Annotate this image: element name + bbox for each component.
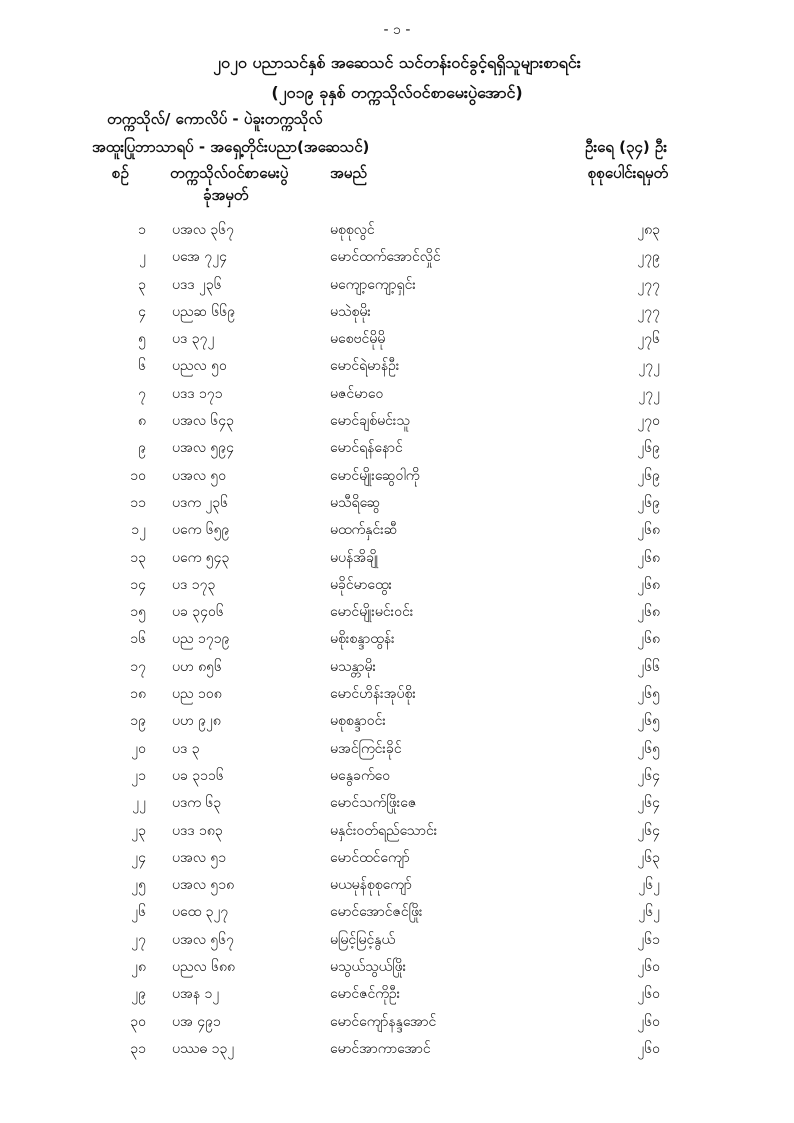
table-row: [0, 245, 794, 272]
row-number: ၃: [138, 276, 146, 293]
student-name: မောင်ထက်အောင်လှိုင်: [330, 249, 441, 266]
roll-number: ပဒက ၆၃: [172, 795, 222, 812]
student-name: မသန္တာမိုး: [330, 658, 377, 675]
student-name: မထက်နှင်းဆီ: [330, 522, 398, 539]
table-row: [0, 846, 794, 873]
document-subtitle: (၂၀၁၉ ခုနှစ် တက္ကသိုလ်ဝင်စာမေးပွဲအောင်): [271, 83, 523, 102]
roll-number: ပဟ ၈၅၆: [172, 658, 222, 675]
student-name: မသွယ်သွယ်ဖြိုး: [330, 959, 407, 976]
roll-number: ပအလ ၅၁၈: [172, 877, 235, 894]
row-number: ၃၁: [130, 1040, 146, 1057]
table-row: [0, 764, 794, 791]
roll-number: ပအေ ၇၂၄: [172, 249, 227, 266]
student-name: မမြင့်မြင့်နွယ်: [330, 931, 396, 948]
roll-number: ပဒဒ ၁၈၃: [172, 822, 223, 839]
student-name: မအင်ကြင်းခိုင်: [330, 740, 402, 757]
table-row: [0, 327, 794, 354]
table-row: [0, 600, 794, 627]
student-name: မသဲစုမိုး: [330, 303, 371, 320]
row-number: ၁၇: [130, 658, 146, 675]
table-row: [0, 491, 794, 518]
total-score: ၂၆၂: [638, 877, 660, 894]
table-row: [0, 464, 794, 491]
column-header-no: စဉ်: [112, 164, 129, 182]
roll-number: ပကေ ၆၅၉: [172, 522, 230, 539]
total-score: ၂၆၈: [637, 576, 660, 593]
table-row: [0, 300, 794, 327]
table-row: [0, 709, 794, 736]
table-row: [0, 1037, 794, 1064]
student-name: မောင်အောင်ဇင်ဖြိုး: [330, 904, 423, 921]
roll-number: ပအလ ၆၄၃: [172, 413, 235, 430]
table-row: [0, 546, 794, 573]
roll-number: ပဒ ၃၇၂: [172, 331, 215, 348]
total-score: ၂၆၈: [637, 631, 660, 648]
roll-number: ပအလ ၃၆၇: [172, 222, 235, 238]
total-score: ၂၇၀: [637, 413, 660, 430]
table-row: [0, 354, 794, 381]
roll-number: ပညလ ၅၀: [172, 358, 227, 375]
row-number: ၇: [138, 385, 146, 402]
student-name: မနွေခက်ဝေ: [330, 767, 391, 784]
student-name: မောင်ဟိန်းအုပ်စိုး: [330, 686, 416, 703]
row-number: ၂၃: [131, 822, 146, 839]
student-name: မပန်အိချို: [330, 549, 379, 566]
row-number: ၆: [138, 358, 146, 375]
student-name: မောင်ဇင်ကိုဦး: [330, 986, 401, 1003]
total-score: ၂၆၀: [637, 959, 660, 976]
roll-number: ပဒက ၂၃၆: [172, 494, 229, 511]
total-score: ၂၆၆: [637, 658, 660, 675]
row-number: ၁၂: [131, 522, 146, 539]
roll-number: ပဒဒ ၂၃၆: [172, 276, 222, 293]
row-number: ၁၅: [130, 604, 146, 621]
total-score: ၂၆၃: [637, 849, 660, 866]
table-row: [0, 982, 794, 1009]
row-number: ၁: [138, 222, 146, 238]
table-row: [0, 627, 794, 654]
column-header-roll: တက္ကသိုလ်ဝင်စာမေးပွဲ: [170, 164, 289, 182]
table-row: [0, 655, 794, 682]
roll-number: ပအ ၄၉၁: [172, 1013, 221, 1030]
total-score: ၂၆၀: [637, 1040, 660, 1057]
row-number: ၂၇: [131, 931, 146, 948]
student-name: မနှင်းဝတ်ရည်သောင်း: [330, 822, 438, 839]
row-number: ၄: [138, 303, 146, 320]
roll-number: ပညဆ ၆၆၉: [172, 303, 236, 320]
row-number: ၁၃: [130, 549, 146, 566]
total-score: ၂၇၆: [637, 331, 660, 348]
roll-number: ပထေ ၃၂၇: [172, 904, 229, 921]
student-name: မောင်ကျော်နန္ဒအောင်: [330, 1013, 437, 1030]
row-number: ၂၄: [131, 849, 146, 866]
column-header-score: စုစုပေါင်းရမှတ်: [588, 164, 669, 182]
total-score: ၂၆၅: [637, 740, 660, 757]
roll-number: ပညလ ၆၈၈: [172, 959, 235, 976]
total-score: ၂၆၈: [637, 549, 660, 566]
total-score: ၂၆၅: [637, 686, 660, 703]
major-label: အထူးပြုဘာသာရပ် - အရှေ့တိုင်းပညာ(အဆေသင်): [92, 138, 370, 156]
total-score: ၂၆၄: [637, 795, 660, 812]
total-score: ၂၇၇: [637, 303, 660, 320]
roll-number: ပအန ၁၂: [172, 986, 220, 1003]
student-name: မစုစုလွင်: [330, 222, 375, 238]
total-score: ၂၇၂: [638, 385, 660, 402]
row-number: ၁၈: [130, 686, 146, 703]
student-name: မောင်သက်ဖြိုးဇေ: [330, 795, 417, 812]
student-name: မသီရိဆွေ: [330, 494, 381, 511]
total-score: ၂၆၈: [637, 522, 660, 539]
student-name: မောင်ရဲမာန်ဦး: [330, 358, 400, 375]
roll-number: ပအလ ၅၉၄: [172, 440, 235, 457]
row-number: ၂၆: [131, 904, 146, 921]
table-row: [0, 273, 794, 300]
column-header-roll-2: ခုံအမှတ်: [203, 186, 249, 204]
row-number: ၁၉: [130, 713, 146, 730]
row-number: ၁၁: [130, 494, 146, 511]
row-number: ၈: [138, 413, 146, 430]
table-row: [0, 737, 794, 764]
table-row: [0, 1010, 794, 1037]
roll-number: ပဒ ၁၇၃: [172, 576, 216, 593]
student-name: မောင်မျိုးဆွေဝါကို: [330, 467, 420, 484]
student-name: မောင်မျိုးမင်းဝင်း: [330, 604, 414, 621]
total-score: ၂၆၀: [637, 986, 660, 1003]
student-name: မယမုန်စုစုကျော်: [330, 877, 412, 894]
roll-number: ပဟ ၉၂၈: [172, 713, 221, 730]
roll-number: ပဿဓ ၁၃၂: [172, 1040, 235, 1057]
roll-number: ပအလ ၅၁: [172, 849, 227, 866]
row-number: ၅: [138, 331, 146, 348]
total-score: ၂၆၈: [637, 604, 660, 621]
row-number: ၂၁: [131, 767, 146, 784]
total-score: ၂၆၅: [637, 713, 660, 730]
student-name: မောင်အာကာအောင်: [330, 1040, 431, 1057]
table-row: [0, 409, 794, 436]
student-name: မောင်ထင်ကျော်: [330, 849, 410, 866]
roll-number: ပကေ ၅၄၃: [172, 549, 230, 566]
row-number: ၁၄: [130, 576, 146, 593]
roll-number: ပဒဒ ၁၇၁: [172, 385, 223, 402]
column-header-name: အမည်: [330, 164, 367, 182]
row-number: ၂: [139, 249, 146, 266]
row-number: ၂၅: [131, 877, 146, 894]
table-row: [0, 518, 794, 545]
table-row: [0, 573, 794, 600]
total-score: ၂၆၀: [637, 1013, 660, 1030]
total-score: ၂၆၁: [637, 931, 660, 948]
row-number: ၁၆: [130, 631, 146, 648]
table-row: [0, 819, 794, 846]
document-title: ၂၀၂၀ ပညာသင်နှစ် အဆေသင် သင်တန်းဝင်ခွင့်ရရှိသူများစာရင်း: [213, 53, 581, 72]
student-name: မစိုးစန္ဒာထွန်း: [330, 631, 395, 648]
table-row: [0, 955, 794, 982]
total-score: ၂၇၇: [637, 276, 660, 293]
table-row: [0, 791, 794, 818]
student-name: မောင်ရန်နောင်: [330, 440, 403, 457]
total-score: ၂၆၉: [637, 467, 660, 484]
row-number: ၂၉: [131, 986, 146, 1003]
table-row: [0, 873, 794, 900]
row-number: ၉: [138, 440, 146, 457]
row-number: ၃၀: [130, 1013, 146, 1030]
table-row: [0, 436, 794, 463]
student-name: မစေဗင်မိုမို: [330, 331, 386, 348]
total-count: ဦးရေ (၃၄) ဦး: [585, 138, 668, 156]
results-table: [0, 218, 794, 1064]
total-score: ၂၇၂: [638, 358, 660, 375]
student-name: မဇင်မာဝေ: [330, 385, 384, 402]
total-score: ၂၇၉: [637, 249, 660, 266]
total-score: ၂၈၃: [637, 222, 660, 238]
table-row: [0, 928, 794, 955]
total-score: ၂၆၉: [637, 440, 660, 457]
roll-number: ပအလ ၅၀: [172, 467, 227, 484]
total-score: ၂၆၂: [638, 904, 660, 921]
table-row: [0, 682, 794, 709]
roll-number: ပအလ ၅၆၇: [172, 931, 235, 948]
roll-number: ပည ၁၇၁၉: [172, 631, 230, 648]
page-number: - ၁ -: [383, 22, 411, 38]
total-score: ၂၆၄: [637, 767, 660, 784]
table-row: [0, 382, 794, 409]
total-score: ၂၆၄: [637, 822, 660, 839]
roll-number: ပခ ၃၄၀၆: [172, 604, 224, 621]
student-name: မကျော့ကျော့ရှင်း: [330, 276, 416, 293]
table-row: [0, 900, 794, 927]
roll-number: ပည ၁၀၈: [172, 686, 222, 703]
row-number: ၂၈: [131, 959, 146, 976]
table-row: [0, 218, 794, 245]
row-number: ၂၀: [131, 740, 146, 757]
student-name: မခိုင်မာထွေး: [330, 576, 393, 593]
roll-number: ပဒ ၃: [172, 740, 200, 757]
total-score: ၂၆၉: [637, 494, 660, 511]
student-name: မောင်ချစ်မင်းသူ: [330, 413, 410, 430]
university-label: တက္ကသိုလ်/ ကောလိပ် - ပဲခူးတက္ကသိုလ်: [107, 110, 323, 128]
row-number: ၁၀: [130, 467, 146, 484]
row-number: ၂၂: [132, 795, 146, 812]
student-name: မစုစန္ဒာဝင်း: [330, 713, 386, 730]
roll-number: ပခ ၃၁၁၆: [172, 767, 224, 784]
